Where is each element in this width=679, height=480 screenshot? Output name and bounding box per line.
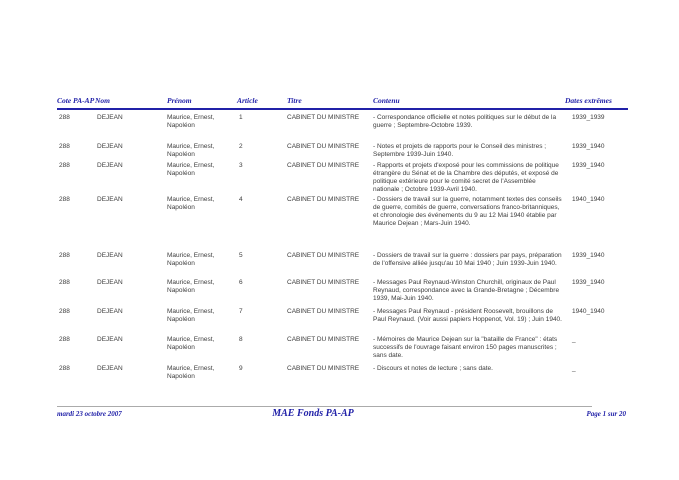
footer-rule <box>57 406 592 407</box>
cell-contenu: - Correspondance officielle et notes politiques sur le début de la guerre ; Septembre-Octobre 1939. <box>373 114 557 129</box>
cell-contenu: - Discours et notes de lecture ; sans date. <box>373 365 493 372</box>
cell-nom: DEJEAN <box>97 308 123 315</box>
cell-nom: DEJEAN <box>97 336 123 343</box>
cell-article: 4 <box>239 196 243 203</box>
cell-contenu: - Notes et projets de rapports pour le Conseil des ministres ; Septembre 1939-Juin 1940. <box>373 143 547 158</box>
column-header-nom: Nom <box>95 96 110 105</box>
cell-article: 9 <box>239 365 243 372</box>
table-header-row <box>0 96 679 108</box>
cell-article: 5 <box>239 252 243 259</box>
column-header-article: Article <box>237 96 258 105</box>
cell-dates: 1939_1940 <box>572 279 605 286</box>
column-header-cote: Cote PA-AP <box>57 96 95 105</box>
cell-titre: CABINET DU MINISTRE <box>287 162 360 169</box>
cell-dates: 1939_1939 <box>572 114 605 121</box>
cell-contenu: - Dossiers de travail sur la guerre : dossiers par pays, préparation de l'offensive alliée jusqu'au 10 Mai 1940 ; Juin 1939-Juin 1940. <box>373 252 562 267</box>
cell-prenom: Maurice, Ernest, Napoléon <box>167 365 215 380</box>
cell-dates: _ <box>572 365 576 372</box>
cell-nom: DEJEAN <box>97 365 123 372</box>
cell-dates: 1939_1940 <box>572 143 605 150</box>
cell-prenom: Maurice, Ernest, Napoléon <box>167 196 215 211</box>
cell-cote: 288 <box>59 114 70 121</box>
cell-nom: DEJEAN <box>97 114 123 121</box>
cell-titre: CABINET DU MINISTRE <box>287 143 360 150</box>
cell-article: 6 <box>239 279 243 286</box>
cell-prenom: Maurice, Ernest, Napoléon <box>167 143 215 158</box>
cell-prenom: Maurice, Ernest, Napoléon <box>167 162 215 177</box>
cell-prenom: Maurice, Ernest, Napoléon <box>167 114 215 129</box>
cell-article: 3 <box>239 162 243 169</box>
cell-nom: DEJEAN <box>97 143 123 150</box>
cell-cote: 288 <box>59 196 70 203</box>
cell-titre: CABINET DU MINISTRE <box>287 336 360 343</box>
cell-article: 2 <box>239 143 243 150</box>
cell-cote: 288 <box>59 279 70 286</box>
cell-dates: 1939_1940 <box>572 162 605 169</box>
cell-cote: 288 <box>59 308 70 315</box>
footer-page-number: Page 1 sur 20 <box>586 410 626 418</box>
cell-article: 7 <box>239 308 243 315</box>
header-rule <box>57 108 628 110</box>
cell-nom: DEJEAN <box>97 252 123 259</box>
cell-prenom: Maurice, Ernest, Napoléon <box>167 279 215 294</box>
cell-prenom: Maurice, Ernest, Napoléon <box>167 308 215 323</box>
cell-contenu: - Messages Paul Reynaud - président Roosevelt, brouillons de Paul Reynaud. (Voir aussi papiers Hoppenot, Vol. 19) ; Juin 1940. <box>373 308 562 323</box>
cell-cote: 288 <box>59 143 70 150</box>
cell-article: 1 <box>239 114 243 121</box>
cell-titre: CABINET DU MINISTRE <box>287 279 360 286</box>
column-header-dates: Dates extrêmes <box>565 96 612 105</box>
cell-article: 8 <box>239 336 243 343</box>
cell-contenu: - Mémoires de Maurice Dejean sur la "bataille de France" : états successifs de l'ouvrage faisant environ 150 pages manuscrites ; sans date. <box>373 336 558 359</box>
cell-contenu: - Rapports et projets d'exposé pour les commissions de politique étrangère du Sénat et de la Chambre des députés, et exposé de politique extérieure pour le comité secret de l'Assemblée nationale ; Octobre 1939-Avril 1940. <box>373 162 559 193</box>
cell-titre: CABINET DU MINISTRE <box>287 114 360 121</box>
cell-dates: 1939_1940 <box>572 252 605 259</box>
cell-dates: _ <box>572 336 576 343</box>
cell-contenu: - Messages Paul Reynaud-Winston Churchill, originaux de Paul Reynaud, correspondance avec la Grande-Bretagne ; Décembre 1939, Mai-Juin 1940. <box>373 279 560 302</box>
cell-dates: 1940_1940 <box>572 196 605 203</box>
cell-nom: DEJEAN <box>97 279 123 286</box>
cell-dates: 1940_1940 <box>572 308 605 315</box>
cell-titre: CABINET DU MINISTRE <box>287 252 360 259</box>
column-header-contenu: Contenu <box>373 96 400 105</box>
cell-nom: DEJEAN <box>97 162 123 169</box>
column-header-titre: Titre <box>287 96 302 105</box>
footer-report-title: MAE Fonds PA-AP <box>272 408 354 419</box>
cell-cote: 288 <box>59 252 70 259</box>
cell-cote: 288 <box>59 336 70 343</box>
cell-nom: DEJEAN <box>97 196 123 203</box>
footer-date: mardi 23 octobre 2007 <box>57 410 122 418</box>
column-header-prenom: Prénom <box>167 96 192 105</box>
cell-prenom: Maurice, Ernest, Napoléon <box>167 252 215 267</box>
cell-cote: 288 <box>59 162 70 169</box>
cell-contenu: - Dossiers de travail sur la guerre, notamment textes des conseils de guerre, comités de guerre, conversations franco-britanniques, et chronologie des événements du 9 au 12 Mai 1940 établie par Maurice Dejean ; Mars-Juin 1940. <box>373 196 562 227</box>
cell-titre: CABINET DU MINISTRE <box>287 365 360 372</box>
cell-prenom: Maurice, Ernest, Napoléon <box>167 336 215 351</box>
cell-cote: 288 <box>59 365 70 372</box>
cell-titre: CABINET DU MINISTRE <box>287 196 360 203</box>
cell-titre: CABINET DU MINISTRE <box>287 308 360 315</box>
